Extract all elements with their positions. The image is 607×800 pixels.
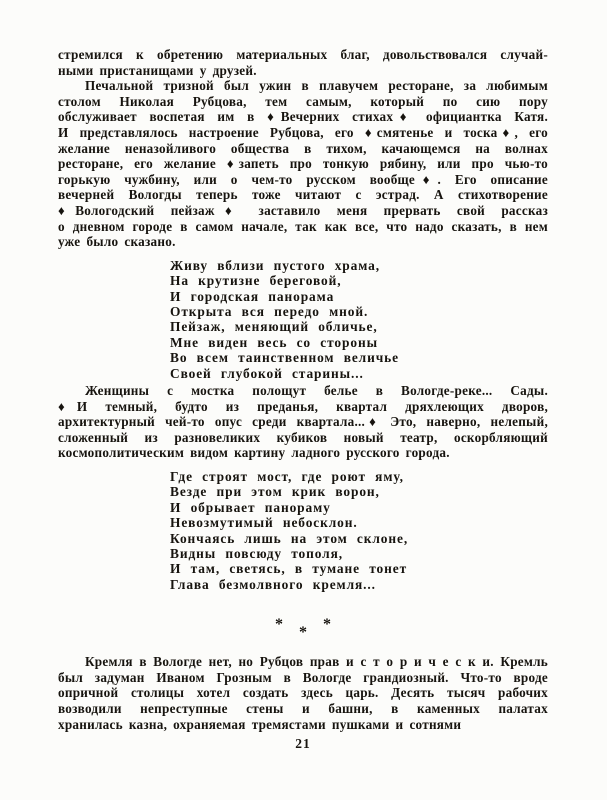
- asterisk-section-separator: [58, 616, 548, 642]
- text-line: Печальной тризной был ужин в плавучем ресторане, за любимым: [85, 78, 548, 94]
- asterisk-icon: *: [299, 624, 307, 642]
- text-line: архитектурный чей-то опус среди квартала...♦ Это, наверно, нелепый,: [58, 414, 548, 430]
- text-line: желание неназойливого общества в тихом, качающемся на волнах: [58, 140, 548, 156]
- text-line: ♦И темный, будто из преданья, квартал дряхлеющих дворов,: [58, 398, 548, 414]
- text-line: Мне виден весь со стороны: [170, 334, 378, 350]
- paragraph-city-view: [58, 383, 548, 461]
- text-line: И представлялось настроение Рубцова, его ♦смятенье и тоска♦, его: [58, 124, 548, 140]
- text-line: Кончаясь лишь на этом склоне,: [170, 530, 409, 546]
- text-line: Открыта вся передо мной.: [170, 303, 369, 319]
- text-line: обслуживает воспетая им в ♦Вечерних стихах♦ официантка Катя.: [58, 109, 548, 125]
- text-line: о дневном городе в самом начале, так как все, что надо сказать, в нем: [58, 218, 548, 234]
- text-line: уже было сказано.: [58, 234, 176, 250]
- paragraph-kremlin: [58, 654, 548, 732]
- text-line: На крутизне береговой,: [170, 273, 342, 289]
- verse-stanza-1: [170, 258, 548, 381]
- text-line: И городская панорама: [170, 288, 335, 304]
- text-line: Своей глубокой старины...: [170, 365, 364, 381]
- text-line: хранилась казна, охраняемая тремястами пушками и сотнями: [58, 716, 462, 732]
- text-line: Глава безмолвного кремля...: [170, 576, 376, 592]
- text-line: вечерней Вологды теперь тоже читают с эстрад. А стихотворение: [58, 187, 548, 203]
- text-line: ♦Вологодский пейзаж♦ заставило меня прервать свой рассказ: [58, 202, 548, 218]
- paragraph-continuation: [58, 47, 548, 78]
- text-line: космополитическим видом картину ладного русского города.: [58, 445, 450, 461]
- text-line: Кремля в Вологде нет, но Рубцов прав и с т о р и ч е с к и. Кремль: [85, 654, 548, 670]
- text-line: И обрывает панораму: [170, 499, 331, 515]
- page-number: 21: [295, 736, 311, 752]
- text-line: Где строят мост, где роют яму,: [170, 468, 404, 484]
- text-line: ресторане, его желание ♦запеть про тонкую рябину, или про чью-то: [58, 156, 548, 172]
- text-line: опричной столицы хотел создать здесь царь. Десять тысяч рабочих: [58, 685, 548, 701]
- text-line: Во всем таинственном величье: [170, 350, 399, 366]
- asterisk-icon: *: [275, 616, 283, 634]
- text-line: ными пристанищами у друзей.: [58, 62, 257, 78]
- text-line: сложенный из разновеликих кубиков новый театр, оскорбляющий: [58, 429, 548, 445]
- text-line: горькую чужбину, или о чем-то русском вообще♦. Его описание: [58, 171, 548, 187]
- text-line: Живу вблизи пустого храма,: [170, 257, 380, 273]
- text-line: И там, светясь, в тумане тонет: [170, 561, 408, 577]
- text-line: Женщины с мостка полощут белье в Вологде-реке... Сады.: [85, 382, 548, 398]
- text-line: возводили непреступные стены и башни, в каменных палатах: [58, 700, 548, 716]
- text-line: стремился к обретению материальных благ, довольствовался случай-: [58, 47, 548, 62]
- text-line: был задуман Иваном Грозным в Вологде грандиозный. Что-то вроде: [58, 669, 548, 685]
- text-line: Невозмутимый небосклон.: [170, 515, 358, 531]
- text-line: Пейзаж, меняющий обличье,: [170, 319, 378, 335]
- text-line: Везде при этом крик ворон,: [170, 484, 380, 500]
- text-line: столом Николая Рубцова, тем самым, который по сию пору: [58, 93, 548, 109]
- asterisk-icon: *: [323, 616, 331, 634]
- text-line: Видны повсюду тополя,: [170, 545, 343, 561]
- paragraph-restaurant: [58, 78, 548, 250]
- verse-stanza-2: [170, 469, 548, 592]
